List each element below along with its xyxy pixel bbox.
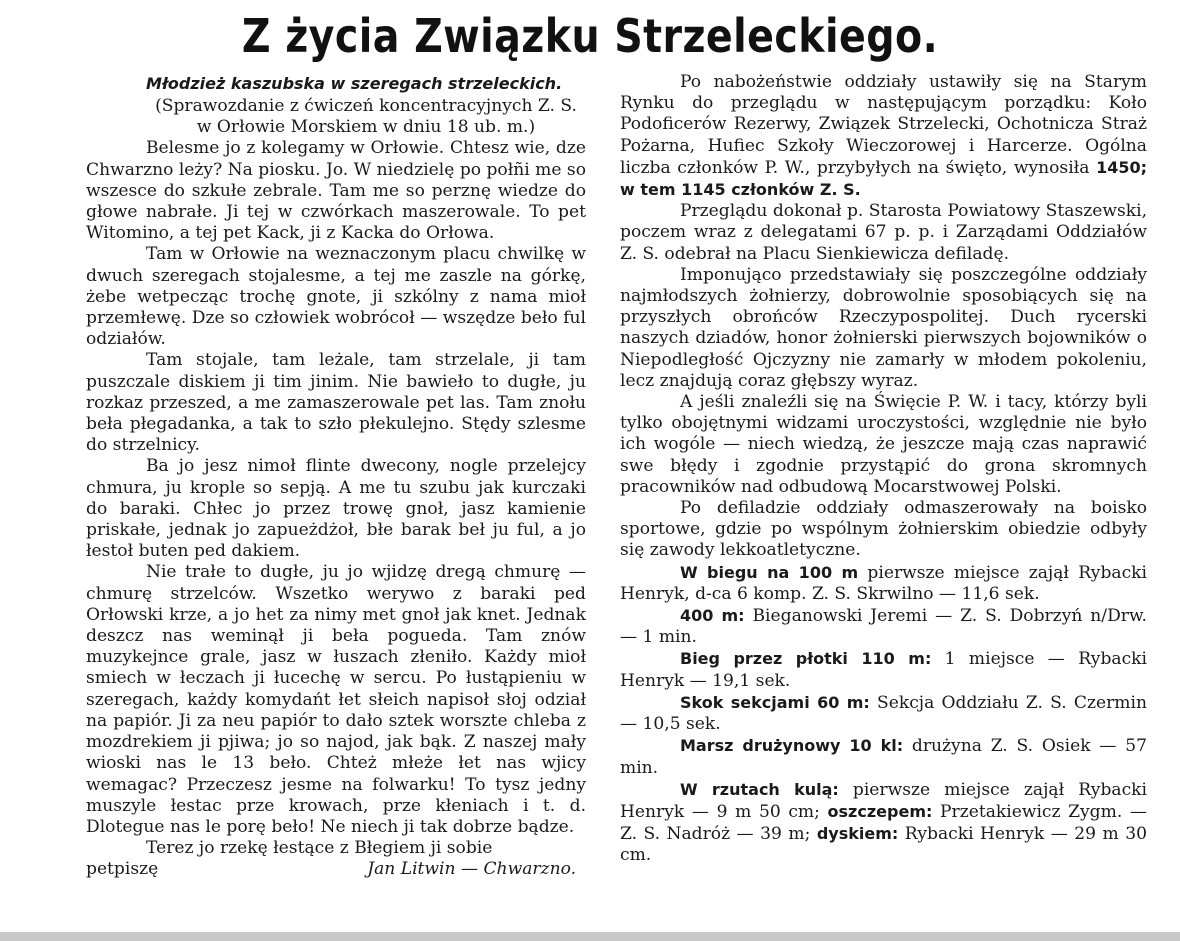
paragraph: Imponująco przedstawiały się poszczególne oddziały najmłodszych żołnierzy, dobrowolnie sposobiących się na przyszłych obrońców Rzeczypospolitej. Duch rycerski naszych dziadów, honor żołnierski pierwszych bojowników o Niepodległość Ojczyzny nie zamarły w młodem pokoleniu, lecz znajdują coraz głębszy wyraz. [620,264,1147,391]
shot-put-label: W rzutach kulą: [680,779,839,799]
paragraph: Ba jo jesz nimoł flinte dwecony, nogle przelejcy chmura, ju krople so sepją. A me tu szubu jak kurczaki do baraki. Chłec jo przez trowę gnoł, jasz kamienie priskałe, jednak jo zapueżdżoł, błe barak beł ju ful, a jo łestoł buten ped dakiem. [86,456,586,562]
page-bottom-border [0,932,1180,941]
result-label: Skok sekcjami 60 m: [680,692,870,712]
result-text: 1 miejsce — Rybacki Henryk — 19,1 sek. [620,649,1147,691]
page-title: Z życia Związku Strzeleckiego. [241,9,939,63]
paragraph: Przeglądu dokonał p. Starosta Powiatowy Staszewski, poczem wraz z delegatami 67 p. p. i Zarządami Oddziałów Z. S. odebrał na Placu Sienkiewicza defiladę. [620,201,1147,264]
paragraph-text: Po nabożeństwie oddziały ustawiły się na Starym Rynku do przeglądu w następującym porządku: Koło Podoficerów Rezerwy, Związek Strzelecki, Ochotnicza Straż Pożarna, Hufiec Szkoły Wieczorowej i Harcerze. Ogólna liczba członków P. W., przybyłych na święto, wynosiła [620,72,1147,178]
result-item [620,735,1147,778]
paragraph [620,72,1147,201]
result-label: Bieg przez płotki 110 m: [680,649,932,669]
javelin-text: Przetakiewicz Zygm. — Z. S. Nadróż — 39 m; [620,801,1147,845]
result-text: pierwsze miejsce zajął Rybacki Henryk, d-ca 6 komp. Z. S. Skrwilno — 11,6 sek. [620,562,1147,604]
report-note-line-1: (Sprawozdanie z ćwiczeń koncentracyjnych Z. S. [155,96,577,116]
paragraph: Po defiladzie oddziały odmaszerowały na boisko sportowe, gdzie po wspólnym żołnierskim obiedzie odbyły się zawody lekkoatletyczne. [620,498,1147,561]
discus-text: Rybacki Henryk — 29 m 30 cm. [620,824,1147,866]
paragraph: Tam w Orłowie na weznaczonym placu chwilkę w dwuch szeregach stojalesme, a tej me zaszle na górkę, żebe wetpecząc trochę gnote, ji szkólny z nama mioł przemłewę. Dze so człowiek wobrócoł — wszędze beło ful odziałów. [86,244,586,350]
closing-paragraph: Terez jo rzekę łestące z Błegiem ji sobie [146,838,493,859]
result-item [620,692,1147,735]
discus-label: dyskiem: [816,824,899,844]
result-text: Bieganowski Jeremi — Z. S. Dobrzyń n/Drw. — 1 min. [620,606,1147,648]
signature: Jan Litwin — Chwarzno. [367,859,576,880]
paragraph: A jeśli znaleźli się na Święcie P. W. i tacy, którzy byli tylko obojętnymi widzami uroczystości, względnie nie było ich wogóle — niech wiedzą, że jeszcze mają czas naprawić swe błędy i zgodnie przystąpić do grona skromnych pracowników nad odbudową Mocarstwowej Polski. [620,392,1147,497]
result-text: Sekcja Oddziału Z. S. Czermin — 10,5 sek. [620,692,1147,735]
article-subheading: Młodzież kaszubska w szeregach strzeleckich. [146,74,563,93]
result-item [620,562,1147,605]
result-label: 400 m: [680,606,745,626]
result-label: Marsz drużynowy 10 kl: [680,736,904,756]
paragraph: Belesme jo z kolegamy w Orłowie. Chtesz wie, dze Chwarzno leży? Na piosku. Jo. W niedzielę po połñi me so wszesce do szkułe zebrale. Tam me so perznę wiedze do głowe nabrałe. Ji tej w czwórkach maszerowale. To pet Witomino, a tej pet Kack, ji z Kacka do Orłowa. [86,138,586,244]
result-item [620,648,1147,691]
throws-results [620,779,1147,867]
signature-line [86,859,586,880]
result-label: W biegu na 100 m [680,562,859,582]
result-item [620,605,1147,648]
left-column [86,72,586,881]
right-column [620,72,1147,867]
member-count-bold: 1450; w tem 1145 członków Z. S. [620,157,1147,200]
shot-put-text: pierwsze miejsce zajął Rybacki Henryk — 9 m 50 cm; [620,779,1147,822]
result-text: drużyna Z. S. Osiek — 57 min. [620,736,1147,778]
paragraph: Tam stojale, tam leżale, tam strzelale, ji tam puszczale diskiem ji tim jinim. Nie bawieło to dugłe, ju rozkaz przeszed, a me zamaszerowale pet las. Tam znołu beła płegadanka, a tak to szło płekulejno. Stędy szlesme do strzelnicy. [86,350,586,456]
paragraph: Nie trałe to dugłe, ju jo wjidzę dregą chmurę — chmurę strzelców. Wszetko werywo z baraki ped Orłowski krze, a jo het za nimy met gnoł jak knet. Jednak deszcz nas weminął ji beła pogueda. Tam znów muzykejnce grale, jasz w łuszach złeniło. Każdy mioł smiech w łeczach ji łucechę w sercu. Po łustąpieniu w szeregach, każdy komydańt łet słeich napisoł słoj odział na papiór. Ji za neu papiór to dało sztek worszte chleba z mozdrekiem ji pjiwa; jo so najod, jak bąk. Z naszej mały wioski nas le 13 beło. Chteż młeże łet nas wjicy wemagac? Przeczesz jesme na folwarku! To tysz jedny muszyle łestac prze krowach, prze kłeniach i t. d. Dlotegue nas le porę beło! Ne niech ji tak dobrze bądze. [86,562,586,837]
report-note-line-2: w Orłowie Morskiem w dniu 18 ub. m.) [196,117,536,138]
javelin-label: oszczepem: [827,801,933,821]
closing-last-word: petpiszę [86,859,159,880]
